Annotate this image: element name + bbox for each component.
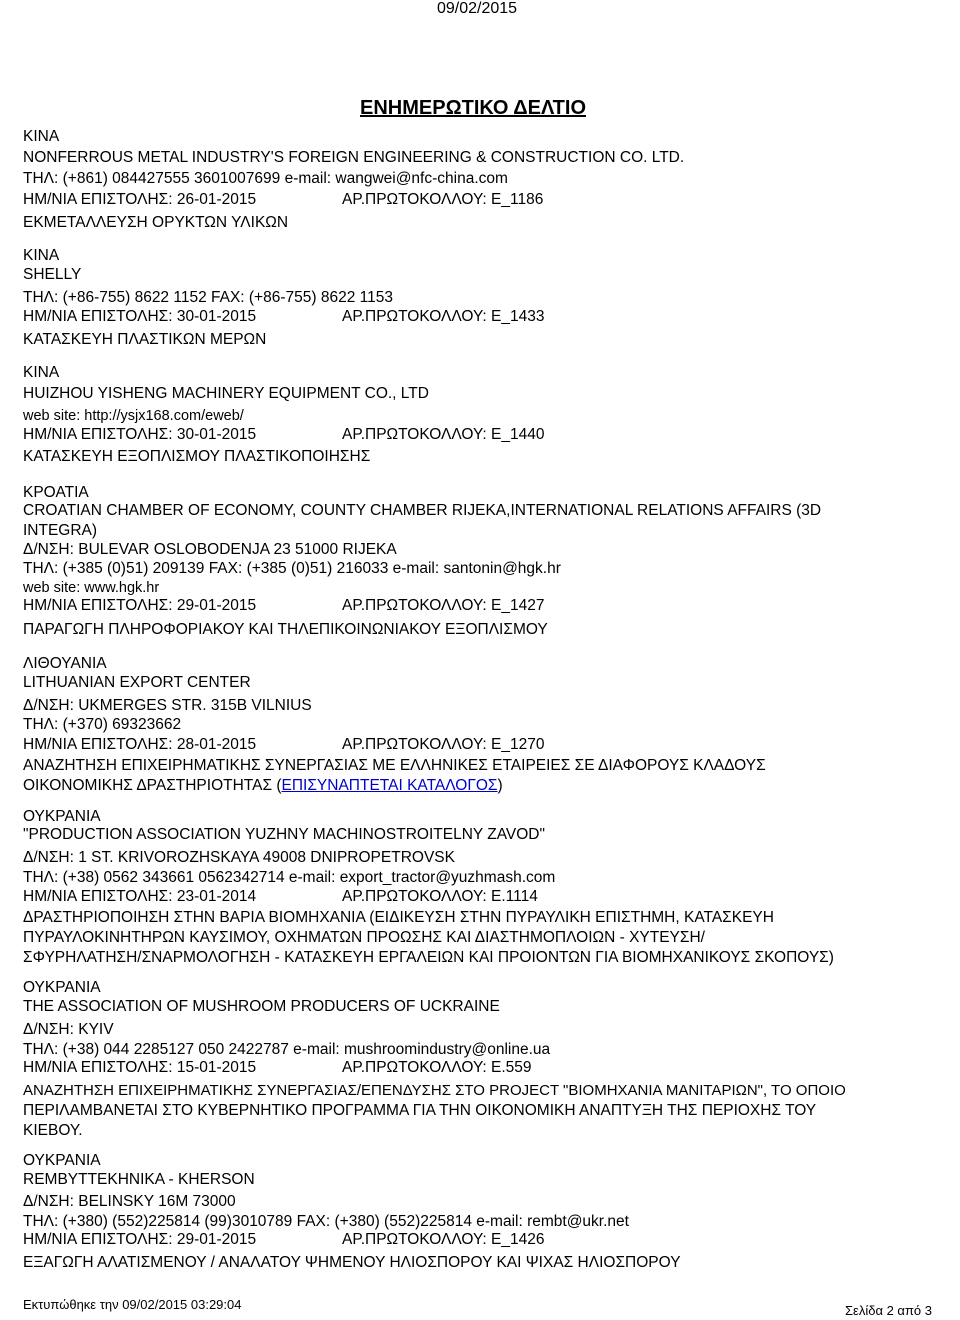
entry-date: ΗΜ/ΝΙΑ ΕΠΙΣΤΟΛΗΣ: 29-01-2015	[23, 597, 257, 614]
entry-country: ΛΙΘΟΥΑΝΙΑ	[23, 655, 107, 672]
entry-ref: ΑΡ.ΠΡΩΤΟΚΟΛΛΟΥ: Ε_1433	[342, 308, 545, 325]
entry-country: ΟΥΚΡΑΝΙΑ	[23, 808, 101, 825]
entry-date-row	[23, 308, 545, 326]
entry-address: Δ/ΝΣΗ: BULEVAR OSLOBODENJA 23 51000 RIJEKA	[23, 541, 397, 558]
entry-date: ΗΜ/ΝΙΑ ΕΠΙΣΤΟΛΗΣ: 29-01-2015	[23, 1231, 257, 1248]
entry-address: Δ/ΝΣΗ: UKMERGES STR. 315B VILNIUS	[23, 697, 312, 714]
entry-activity-line2	[23, 777, 503, 795]
entry-date-row	[23, 191, 544, 209]
entry-company-line2: INTEGRA)	[23, 522, 98, 539]
entry-activity-line2: ΠΥΡΑΥΛΟΚΙΝΗΤΗΡΩΝ ΚΑΥΣΙΜΟΥ, ΟΧΗΜΑΤΩΝ ΠΡΟΩΣΗΣ ΚΑΙ ΔΙΑΣΤΗΜΟΠΛΟΙΩΝ - ΧΥΤΕΥΣΗ/	[23, 929, 705, 946]
page-title: ΕΝΗΜΕΡΩΤΙΚΟ ΔΕΛΤΙΟ	[360, 97, 586, 119]
entry-address: Δ/ΝΣΗ: BELINSKY 16M 73000	[23, 1193, 236, 1210]
entry-date: ΗΜ/ΝΙΑ ΕΠΙΣΤΟΛΗΣ: 23-01-2014	[23, 888, 257, 905]
entry-ref: ΑΡ.ΠΡΩΤΟΚΟΛΛΟΥ: Ε_1270	[342, 736, 545, 753]
entry-address: Δ/ΝΣΗ: KYIV	[23, 1021, 114, 1038]
entry-company: HUIZHOU YISHENG MACHINERY EQUIPMENT CO., LTD	[23, 385, 429, 402]
entry-activity-line1: ΑΝΑΖΗΤΗΣΗ ΕΠΙΧΕΙΡΗΜΑΤΙΚΗΣ ΣΥΝΕΡΓΑΣΙΑΣ ΜΕ ΕΛΛΗΝΙΚΕΣ ΕΤΑΙΡΕΙΕΣ ΣΕ ΔΙΑΦΟΡΟΥΣ ΚΛΑΔΟΥΣ	[23, 757, 766, 774]
entry-date-row	[23, 426, 545, 444]
footer-page-number: Σελίδα 2 από 3	[845, 1303, 932, 1318]
entry-country: ΚΙΝΑ	[23, 128, 60, 145]
entry-ref: ΑΡ.ΠΡΩΤΟΚΟΛΛΟΥ: Ε.559	[342, 1059, 532, 1076]
entry-activity: ΕΞΑΓΩΓΗ ΑΛΑΤΙΣΜΕΝΟΥ / ΑΝΑΛΑΤΟΥ ΨΗΜΕΝΟΥ ΗΛΙΟΣΠΟΡΟΥ ΚΑΙ ΨΙΧΑΣ ΗΛΙΟΣΠΟΡΟΥ	[23, 1254, 681, 1271]
entry-ref: ΑΡ.ΠΡΩΤΟΚΟΛΛΟΥ: Ε_1426	[342, 1231, 545, 1248]
entry-date: ΗΜ/ΝΙΑ ΕΠΙΣΤΟΛΗΣ: 26-01-2015	[23, 191, 257, 208]
entry-country: ΚΡΟΑΤΙΑ	[23, 484, 89, 501]
entry-company: SHELLY	[23, 266, 82, 283]
entry-date-row	[23, 1059, 532, 1077]
entry-company: REMBYTTEKHNIKA - KHERSON	[23, 1171, 255, 1188]
entry-phone: ΤΗΛ: (+86-755) 8622 1152 FAX: (+86-755) 8622 1153	[23, 289, 393, 306]
entry-activity-line2: ΠΕΡΙΛΑΜΒΑΝΕΤΑΙ ΣΤΟ ΚΥΒΕΡΝΗΤΙΚΟ ΠΡΟΓΡΑΜΜΑ ΓΙΑ ΤΗΝ ΟΙΚΟΝΟΜΙΚΗ ΑΝΑΠΤΥΞΗ ΤΗΣ ΠΕΡΙΟΧΗΣ ΤΟΥ	[23, 1102, 817, 1119]
entry-activity-line1: ΔΡΑΣΤΗΡΙΟΠΟΙΗΣΗ ΣΤΗΝ ΒΑΡΙΑ ΒΙΟΜΗΧΑΝΙΑ (ΕΙΔΙΚΕΥΣΗ ΣΤΗΝ ΠΥΡΑΥΛΙΚΗ ΕΠΙΣΤΗΜΗ, ΚΑΤΑΣΚΕΥΗ	[23, 909, 774, 926]
entry-date: ΗΜ/ΝΙΑ ΕΠΙΣΤΟΛΗΣ: 30-01-2015	[23, 426, 257, 443]
entry-company: THE ASSOCIATION OF MUSHROOM PRODUCERS OF UCKRAINE	[23, 998, 500, 1015]
entry-country: ΟΥΚΡΑΝΙΑ	[23, 1152, 101, 1169]
entry-ref: ΑΡ.ΠΡΩΤΟΚΟΛΛΟΥ: Ε.1114	[342, 888, 538, 905]
catalog-attachment-link[interactable]: ΕΠΙΣΥΝΑΠΤΕΤΑΙ ΚΑΤΑΛΟΓΟΣ	[281, 777, 498, 794]
entry-country: ΟΥΚΡΑΝΙΑ	[23, 979, 101, 996]
entry-activity: ΚΑΤΑΣΚΕΥΗ ΕΞΟΠΛΙΣΜΟΥ ΠΛΑΣΤΙΚΟΠΟΙΗΣΗΣ	[23, 448, 371, 465]
entry-phone: ΤΗΛ: (+38) 0562 343661 0562342714 e-mail: export_tractor@yuzhmash.com	[23, 869, 556, 886]
entry-phone: ΤΗΛ: (+38) 044 2285127 050 2422787 e-mail: mushroomindustry@online.ua	[23, 1041, 551, 1058]
activity-text-end: )	[497, 777, 503, 794]
entry-company: NONFERROUS METAL INDUSTRY'S FOREIGN ENGINEERING & CONSTRUCTION CO. LTD.	[23, 149, 685, 166]
entry-activity-line1: ΑΝΑΖΗΤΗΣΗ ΕΠΙΧΕΙΡΗΜΑΤΙΚΗΣ ΣΥΝΕΡΓΑΣΙΑΣ/ΕΠΕΝΔΥΣΗΣ ΣΤΟ PROJECT "ΒΙΟΜΗΧΑΝΙΑ ΜΑΝΙΤΑΡΙΩΝ", ΤΟ ΟΠΟΙΟ	[23, 1082, 846, 1099]
entry-ref: ΑΡ.ΠΡΩΤΟΚΟΛΛΟΥ: Ε_1427	[342, 597, 545, 614]
entry-country: ΚΙΝΑ	[23, 247, 60, 264]
header-date: 09/02/2015	[437, 0, 518, 17]
entry-company: LITHUANIAN EXPORT CENTER	[23, 674, 251, 691]
entry-activity: ΕΚΜΕΤΑΛΛΕΥΣΗ ΟΡΥΚΤΩΝ ΥΛΙΚΩΝ	[23, 214, 289, 231]
entry-address: Δ/ΝΣΗ: 1 ST. KRIVOROZHSKAYA 49008 DNIPROPETROVSK	[23, 849, 455, 866]
activity-text: ΟΙΚΟΝΟΜΙΚΗΣ ΔΡΑΣΤΗΡΙΟΤΗΤΑΣ (	[23, 777, 282, 794]
entry-ref: ΑΡ.ΠΡΩΤΟΚΟΛΛΟΥ: Ε_1440	[342, 426, 545, 443]
entry-date: ΗΜ/ΝΙΑ ΕΠΙΣΤΟΛΗΣ: 30-01-2015	[23, 308, 257, 325]
entry-ref: ΑΡ.ΠΡΩΤΟΚΟΛΛΟΥ: Ε_1186	[342, 191, 544, 208]
entry-date-row	[23, 1231, 545, 1249]
entry-country: ΚΙΝΑ	[23, 364, 60, 381]
entry-phone: ΤΗΛ: (+380) (552)225814 (99)3010789 FAX: (+380) (552)225814 e-mail: rembt@ukr.net	[23, 1213, 629, 1230]
entry-date-row	[23, 736, 545, 754]
entry-date-row	[23, 888, 538, 906]
entry-web: web site: www.hgk.hr	[23, 580, 160, 596]
entry-activity-line3: ΚΙΕΒΟΥ.	[23, 1122, 83, 1139]
entry-company-line1: CROATIAN CHAMBER OF ECONOMY, COUNTY CHAMBER RIJEKA,INTERNATIONAL RELATIONS AFFAIRS (3D	[23, 502, 822, 519]
entry-phone: ΤΗΛ: (+370) 69323662	[23, 716, 182, 733]
entry-company: "PRODUCTION ASSOCIATION YUZHNY MACHINOSTROITELNY ZAVOD"	[23, 826, 545, 843]
entry-date: ΗΜ/ΝΙΑ ΕΠΙΣΤΟΛΗΣ: 15-01-2015	[23, 1059, 257, 1076]
footer-printed-timestamp: Εκτυπώθηκε την 09/02/2015 03:29:04	[23, 1297, 242, 1312]
entry-date-row	[23, 597, 545, 615]
entry-activity: ΚΑΤΑΣΚΕΥΗ ΠΛΑΣΤΙΚΩΝ ΜΕΡΩΝ	[23, 331, 267, 348]
entry-date: ΗΜ/ΝΙΑ ΕΠΙΣΤΟΛΗΣ: 28-01-2015	[23, 736, 257, 753]
entry-activity: ΠΑΡΑΓΩΓΗ ΠΛΗΡΟΦΟΡΙΑΚΟΥ ΚΑΙ ΤΗΛΕΠΙΚΟΙΝΩΝΙΑΚΟΥ ΕΞΟΠΛΙΣΜΟΥ	[23, 621, 548, 638]
entry-phone: ΤΗΛ: (+385 (0)51) 209139 FAX: (+385 (0)51) 216033 e-mail: santonin@hgk.hr	[23, 560, 561, 577]
entry-web: web site: http://ysjx168.com/eweb/	[23, 408, 244, 424]
entry-phone: ΤΗΛ: (+861) 084427555 3601007699 e-mail: wangwei@nfc-china.com	[23, 170, 508, 187]
entry-activity-line3: ΣΦΥΡΗΛΑΤΗΣΗ/ΣΝΑΡΜΟΛΟΓΗΣΗ - ΚΑΤΑΣΚΕΥΗ ΕΡΓΑΛΕΙΩΝ ΚΑΙ ΠΡΟΙΟΝΤΩΝ ΓΙΑ ΒΙΟΜΗΧΑΝΙΚΟΥΣ ΣΚΟΠΟΥΣ)	[23, 949, 834, 966]
